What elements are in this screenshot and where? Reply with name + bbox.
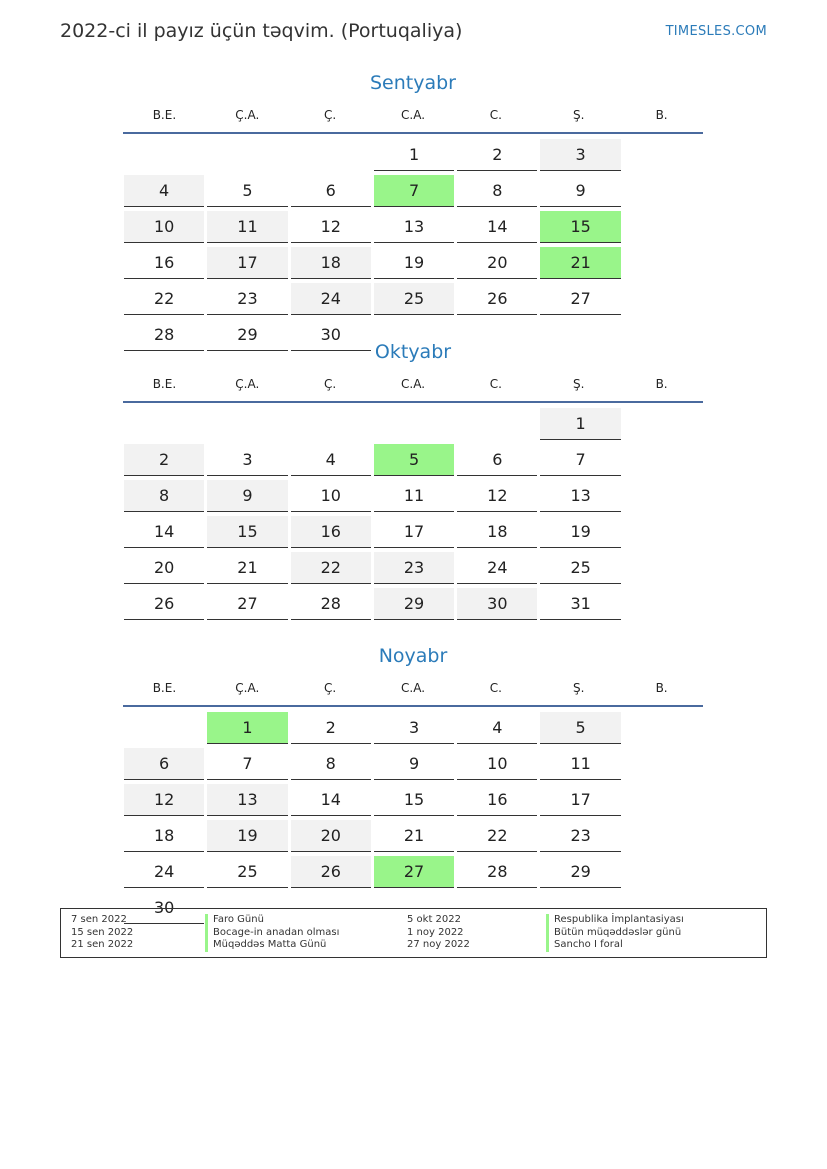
day-cell <box>539 139 622 175</box>
legend-names-left <box>205 914 339 952</box>
empty-day-cell <box>206 139 289 175</box>
day-cell <box>456 712 539 748</box>
weekday-label: Ş. <box>573 108 585 122</box>
day-number: 21 <box>540 247 620 279</box>
day-number: 3 <box>540 139 620 171</box>
page-title: 2022-ci il payız üçün təqvim. (Portuqaliya) <box>60 20 463 42</box>
day-number: 14 <box>457 211 537 243</box>
day-number: 20 <box>124 552 204 584</box>
day-number: 19 <box>540 516 620 548</box>
header-rule <box>123 132 703 134</box>
day-number: 5 <box>540 712 620 744</box>
day-cell <box>290 283 373 319</box>
day-cell <box>456 516 539 552</box>
day-cell <box>206 784 289 820</box>
day-number: 20 <box>291 820 371 852</box>
day-number: 13 <box>540 480 620 512</box>
day-cell <box>539 856 622 892</box>
day-number: 22 <box>457 820 537 852</box>
day-number: 10 <box>457 748 537 780</box>
day-number: 12 <box>124 784 204 816</box>
holiday-day-cell <box>373 856 456 892</box>
day-number: 10 <box>291 480 371 512</box>
day-number: 28 <box>291 588 371 620</box>
holiday-day-cell <box>373 444 456 480</box>
day-cell <box>206 748 289 784</box>
day-number: 4 <box>124 175 204 207</box>
legend-holiday-name: Müqəddəs Matta Günü <box>205 939 339 952</box>
day-number: 15 <box>374 784 454 816</box>
weekday-label: B. <box>655 681 668 695</box>
day-number: 6 <box>124 748 204 780</box>
day-number: 26 <box>457 283 537 315</box>
weekday-label: B. <box>655 377 668 391</box>
day-cell <box>539 480 622 516</box>
weekday-label: C. <box>489 377 502 391</box>
day-cell <box>206 247 289 283</box>
day-number: 1 <box>374 139 454 171</box>
day-cell <box>206 516 289 552</box>
day-cell <box>539 283 622 319</box>
legend-date: 27 noy 2022 <box>407 939 470 950</box>
holiday-day-cell <box>539 247 622 283</box>
day-number: 16 <box>124 247 204 279</box>
day-cell <box>373 748 456 784</box>
day-number: 16 <box>457 784 537 816</box>
day-cell <box>373 552 456 588</box>
empty-day-cell <box>206 408 289 444</box>
day-number: 26 <box>124 588 204 620</box>
weekday-header <box>123 375 703 401</box>
day-cell <box>456 175 539 211</box>
weekday-label: Ş. <box>573 681 585 695</box>
day-number: 17 <box>374 516 454 548</box>
day-number: 26 <box>291 856 371 888</box>
day-number: 1 <box>207 712 287 744</box>
day-number: 11 <box>374 480 454 512</box>
empty-day-cell <box>123 408 206 444</box>
day-number: 8 <box>124 480 204 512</box>
legend-date: 15 sen 2022 <box>71 926 134 938</box>
site-link[interactable]: TIMESLES.COM <box>665 24 767 39</box>
day-cell <box>456 820 539 856</box>
day-number: 21 <box>374 820 454 852</box>
legend-names-right <box>546 914 684 952</box>
day-number: 16 <box>291 516 371 548</box>
month-name: Noyabr <box>378 645 448 667</box>
day-number: 7 <box>540 444 620 476</box>
day-cell <box>290 516 373 552</box>
day-number: 27 <box>207 588 287 620</box>
day-cell <box>373 283 456 319</box>
day-cell <box>206 856 289 892</box>
day-cell <box>123 588 206 624</box>
legend-holiday-name: Faro Günü <box>205 914 339 927</box>
day-number: 11 <box>207 211 287 243</box>
day-cell <box>539 820 622 856</box>
weekday-label: Ç. <box>324 377 337 391</box>
day-number: 4 <box>457 712 537 744</box>
day-cell <box>456 856 539 892</box>
legend-date: 5 okt 2022 <box>407 914 461 925</box>
day-number: 18 <box>291 247 371 279</box>
day-cell <box>456 139 539 175</box>
day-cell <box>539 408 622 444</box>
day-cell <box>206 283 289 319</box>
day-number: 22 <box>124 283 204 315</box>
day-number: 13 <box>374 211 454 243</box>
day-cell <box>290 784 373 820</box>
empty-day-cell <box>123 712 206 748</box>
day-cell <box>456 588 539 624</box>
day-cell <box>290 856 373 892</box>
day-cell <box>456 784 539 820</box>
day-cell <box>539 784 622 820</box>
day-number: 10 <box>124 211 204 243</box>
day-number: 4 <box>291 444 371 476</box>
day-number: 29 <box>207 319 287 351</box>
empty-day-cell <box>373 408 456 444</box>
day-number: 17 <box>207 247 287 279</box>
header-rule <box>123 401 703 403</box>
day-cell <box>290 552 373 588</box>
day-number: 24 <box>291 283 371 315</box>
day-cell <box>539 748 622 784</box>
day-number: 18 <box>457 516 537 548</box>
day-cell <box>123 748 206 784</box>
day-cell <box>373 516 456 552</box>
day-cell <box>539 444 622 480</box>
day-number: 29 <box>374 588 454 620</box>
day-number: 28 <box>124 319 204 351</box>
day-cell <box>290 588 373 624</box>
day-cell <box>290 480 373 516</box>
weekday-label: B. <box>655 108 668 122</box>
weekday-label: Ç.A. <box>235 377 260 391</box>
month-calendar <box>123 337 703 624</box>
day-cell <box>456 283 539 319</box>
legend-date: 21 sen 2022 <box>71 939 134 950</box>
day-cell <box>290 820 373 856</box>
day-cell <box>123 784 206 820</box>
day-cell <box>206 211 289 247</box>
day-cell <box>539 552 622 588</box>
day-cell <box>373 480 456 516</box>
day-cell <box>206 444 289 480</box>
weekday-label: C.A. <box>401 681 426 695</box>
day-cell <box>123 211 206 247</box>
weekday-label: C.A. <box>401 377 426 391</box>
day-cell <box>373 247 456 283</box>
day-cell <box>123 480 206 516</box>
holiday-day-cell <box>373 175 456 211</box>
weekday-label: Ç.A. <box>235 108 260 122</box>
day-cell <box>539 175 622 211</box>
day-number: 14 <box>124 516 204 548</box>
day-number: 29 <box>540 856 620 888</box>
day-number: 1 <box>540 408 620 440</box>
day-number: 28 <box>457 856 537 888</box>
day-number: 19 <box>207 820 287 852</box>
day-cell <box>290 748 373 784</box>
month-calendar <box>123 68 703 355</box>
day-number: 5 <box>374 444 454 476</box>
day-number: 31 <box>540 588 620 620</box>
day-number: 19 <box>374 247 454 279</box>
day-cell <box>290 247 373 283</box>
day-grid <box>123 139 703 355</box>
day-cell <box>206 588 289 624</box>
day-number: 7 <box>207 748 287 780</box>
day-cell <box>123 856 206 892</box>
weekday-label: Ç. <box>324 108 337 122</box>
weekday-header <box>123 679 703 705</box>
day-cell <box>373 211 456 247</box>
month-name: Oktyabr <box>374 341 452 363</box>
day-number: 23 <box>374 552 454 584</box>
day-number: 21 <box>207 552 287 584</box>
day-cell <box>373 139 456 175</box>
empty-day-cell <box>290 408 373 444</box>
day-grid <box>123 408 703 624</box>
day-number: 12 <box>291 211 371 243</box>
day-number: 2 <box>457 139 537 171</box>
day-number: 9 <box>374 748 454 780</box>
holiday-day-cell <box>539 211 622 247</box>
weekday-label: B.E. <box>152 108 177 122</box>
day-number: 9 <box>540 175 620 207</box>
weekday-label: B.E. <box>152 377 177 391</box>
day-cell <box>456 480 539 516</box>
day-number: 8 <box>291 748 371 780</box>
day-number: 3 <box>374 712 454 744</box>
day-grid <box>123 712 703 928</box>
day-cell <box>123 516 206 552</box>
day-number: 30 <box>457 588 537 620</box>
day-cell <box>123 175 206 211</box>
day-number: 20 <box>457 247 537 279</box>
day-cell <box>290 211 373 247</box>
day-number: 9 <box>207 480 287 512</box>
day-cell <box>123 552 206 588</box>
day-cell <box>373 784 456 820</box>
day-cell <box>123 444 206 480</box>
day-cell <box>290 444 373 480</box>
legend-holiday-name: Respublika İmplantasiyası <box>546 914 684 927</box>
day-cell <box>456 748 539 784</box>
empty-day-cell <box>123 139 206 175</box>
day-number: 12 <box>457 480 537 512</box>
day-number: 30 <box>291 319 371 351</box>
day-cell <box>206 820 289 856</box>
legend-date: 7 sen 2022 <box>71 914 127 925</box>
day-cell <box>206 480 289 516</box>
day-number: 27 <box>540 283 620 315</box>
day-number: 18 <box>124 820 204 852</box>
day-number: 23 <box>540 820 620 852</box>
day-number: 11 <box>540 748 620 780</box>
day-number: 23 <box>207 283 287 315</box>
header-rule <box>123 705 703 707</box>
day-number: 5 <box>207 175 287 207</box>
legend-holiday-name: Bütün müqəddəslər günü <box>546 927 684 940</box>
day-number: 15 <box>207 516 287 548</box>
holiday-legend <box>60 908 767 958</box>
weekday-label: C. <box>489 108 502 122</box>
legend-holiday-name: Sancho I foral <box>546 939 684 952</box>
day-number: 25 <box>374 283 454 315</box>
day-number: 27 <box>374 856 454 888</box>
day-cell <box>123 247 206 283</box>
day-cell <box>290 175 373 211</box>
day-number: 24 <box>124 856 204 888</box>
day-cell <box>206 175 289 211</box>
day-number: 15 <box>540 211 620 243</box>
weekday-label: Ç. <box>324 681 337 695</box>
day-number: 24 <box>457 552 537 584</box>
weekday-label: B.E. <box>152 681 177 695</box>
day-number: 2 <box>291 712 371 744</box>
day-cell <box>456 444 539 480</box>
weekday-label: Ç.A. <box>235 681 260 695</box>
day-cell <box>206 552 289 588</box>
weekday-label: C. <box>489 681 502 695</box>
day-cell <box>123 283 206 319</box>
weekday-label: Ş. <box>573 377 585 391</box>
weekday-header <box>123 106 703 132</box>
empty-day-cell <box>456 408 539 444</box>
day-number: 6 <box>457 444 537 476</box>
day-number: 30 <box>124 892 204 924</box>
day-cell <box>373 588 456 624</box>
day-cell <box>456 211 539 247</box>
day-cell <box>539 588 622 624</box>
day-cell <box>539 516 622 552</box>
holiday-day-cell <box>206 712 289 748</box>
day-cell <box>539 712 622 748</box>
empty-day-cell <box>290 139 373 175</box>
day-cell <box>290 712 373 748</box>
day-number: 17 <box>540 784 620 816</box>
day-number: 14 <box>291 784 371 816</box>
day-number: 3 <box>207 444 287 476</box>
day-number: 7 <box>374 175 454 207</box>
legend-dates-left <box>71 914 133 952</box>
day-number: 8 <box>457 175 537 207</box>
day-cell <box>373 712 456 748</box>
day-number: 25 <box>540 552 620 584</box>
day-number: 25 <box>207 856 287 888</box>
day-cell <box>373 820 456 856</box>
day-cell <box>456 247 539 283</box>
day-cell <box>123 820 206 856</box>
day-cell <box>456 552 539 588</box>
legend-dates-right <box>407 914 470 952</box>
weekday-label: C.A. <box>401 108 426 122</box>
legend-date: 1 noy 2022 <box>407 926 464 938</box>
day-number: 6 <box>291 175 371 207</box>
day-number: 22 <box>291 552 371 584</box>
legend-holiday-name: Bocage-in anadan olması <box>205 927 339 940</box>
month-calendar <box>123 641 703 928</box>
month-name: Sentyabr <box>369 72 456 94</box>
day-number: 13 <box>207 784 287 816</box>
day-number: 2 <box>124 444 204 476</box>
